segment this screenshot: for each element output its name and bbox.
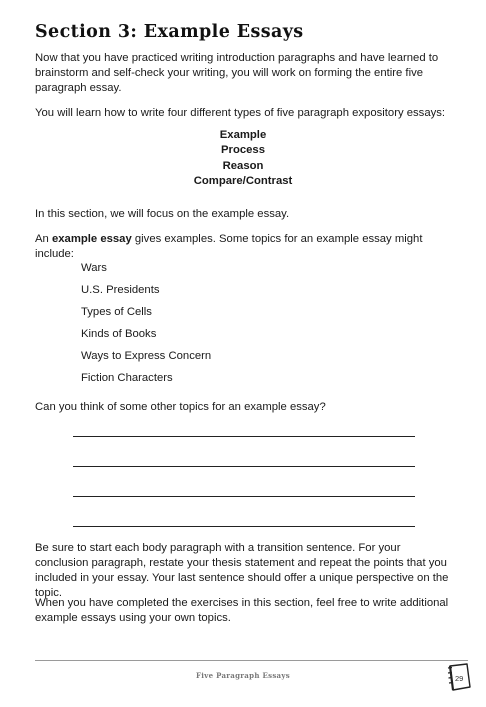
page-number: 29 bbox=[455, 674, 464, 683]
intro-paragraph: Now that you have practiced writing introduction paragraphs and have learned to brainstorm and self-check your writing, you will work on forming the entire five paragraph essay. bbox=[35, 52, 439, 94]
topic-item: Kinds of Books bbox=[81, 328, 157, 340]
essay-type-item: Process bbox=[221, 144, 265, 157]
essay-type-item: Reason bbox=[222, 159, 264, 172]
focus-paragraph: In this section, we will focus on the example essay. bbox=[35, 208, 290, 220]
section-heading: Section 3: Example Essays bbox=[35, 22, 304, 42]
essay-type-item: Compare/Contrast bbox=[193, 174, 293, 187]
answer-line[interactable] bbox=[73, 436, 415, 437]
answer-line[interactable] bbox=[73, 466, 415, 467]
footer-title: Five Paragraph Essays bbox=[195, 671, 291, 680]
definition-paragraph bbox=[35, 232, 455, 262]
answer-line[interactable] bbox=[73, 496, 415, 497]
definition-prefix: An bbox=[35, 233, 52, 245]
topic-item: Types of Cells bbox=[81, 306, 152, 318]
footer-divider bbox=[35, 660, 468, 661]
closing-paragraph: When you have completed the exercises in this section, feel free to write additional example essays using your own topics. bbox=[35, 597, 449, 624]
topic-item: Fiction Characters bbox=[81, 372, 173, 384]
answer-line[interactable] bbox=[73, 526, 415, 527]
topic-item: Ways to Express Concern bbox=[81, 350, 212, 362]
definition-term: example essay bbox=[51, 233, 132, 245]
topic-item: U.S. Presidents bbox=[81, 284, 160, 296]
essay-type-item: Example bbox=[219, 129, 267, 141]
topic-item: Wars bbox=[81, 262, 107, 274]
types-intro-paragraph: You will learn how to write four different types of five paragraph expository essays: bbox=[35, 107, 446, 119]
question-paragraph: Can you think of some other topics for an example essay? bbox=[35, 401, 326, 413]
definition-suffix: gives examples. Some topics for an example essay might include: bbox=[35, 233, 423, 260]
advice-paragraph: Be sure to start each body paragraph with a transition sentence. For your conclusion paragraph, restate your thesis statement and repeat the points that you included in your essay. Your last sentence should offer a unique perspective on the topic. bbox=[35, 542, 449, 599]
essay-types-list bbox=[0, 128, 486, 189]
